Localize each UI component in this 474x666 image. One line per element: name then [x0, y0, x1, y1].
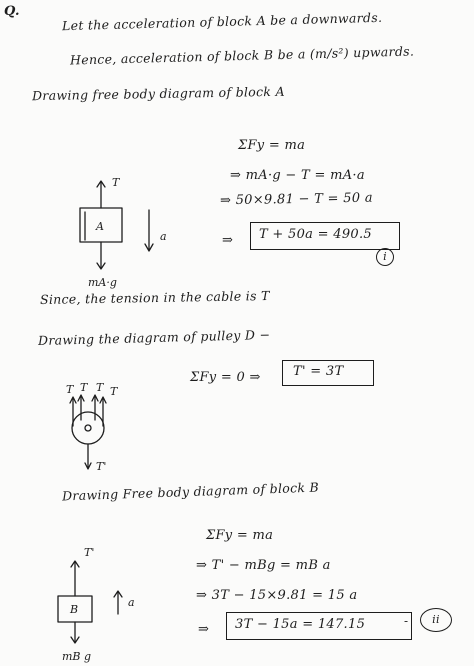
block-b-eq1: ΣFy = ma — [206, 528, 274, 543]
block-a-eq4-arrow: ⇒ — [222, 233, 234, 248]
block-b-eq3: ⇒ 3T − 15×9.81 = 15 a — [196, 588, 358, 603]
equation-tag-2: ii — [420, 608, 452, 632]
block-b-weight: mB g — [62, 650, 92, 663]
pulley-eq1: ΣFy = 0 ⇒ — [190, 370, 261, 385]
block-a-accel: a — [160, 230, 167, 243]
block-a-eq4: T + 50a = 490.5 — [259, 227, 372, 242]
block-a-label: A — [96, 220, 104, 233]
block-a-eq3: ⇒ 50×9.81 − T = 50 a — [219, 190, 373, 209]
block-b-diagram — [58, 546, 135, 663]
pulley-text-1: Since, the tension in the cable is T — [39, 287, 270, 308]
pulley-eq1-box: T' = 3T — [293, 364, 344, 379]
intro-line-1: Let the acceleration of block A be a downwards. — [61, 9, 383, 34]
block-b-eq4: 3T − 15a = 147.15 — [235, 617, 366, 632]
block-b-eq4-arrow: ⇒ — [198, 622, 210, 637]
block-a-eq2: ⇒ mA·g − T = mA·a — [230, 168, 365, 183]
pulley-wheel — [72, 412, 104, 444]
block-a-tension: T — [112, 176, 120, 189]
pulley-bottom-label: T' — [96, 460, 107, 473]
pulley-t4: T — [110, 385, 118, 398]
question-marker: Q. — [4, 4, 20, 19]
block-a-eq1: ΣFy = ma — [238, 138, 306, 153]
block-b-eq2: ⇒ T' − mBg = mB a — [196, 558, 331, 573]
heading-block-b: Drawing Free body diagram of block B — [61, 479, 320, 504]
heading-block-a: Drawing free body diagram of block A — [31, 83, 285, 104]
block-a-weight: mA·g — [88, 276, 117, 289]
pulley-diagram — [66, 381, 119, 473]
intro-line-2: Hence, acceleration of block B be a (m/s²) upwards. — [69, 43, 415, 68]
pulley-text-2: Drawing the diagram of pulley D − — [37, 326, 271, 349]
pulley-t1: T — [66, 383, 74, 396]
block-a-diagram — [80, 176, 167, 289]
block-b-tension: T' — [84, 546, 95, 559]
pulley-hub — [85, 425, 91, 431]
tag-dash: - — [404, 614, 409, 628]
block-b-label: B — [70, 603, 79, 616]
pulley-t2: T — [80, 381, 88, 394]
block-b-accel: a — [128, 596, 135, 609]
pulley-t3: T — [96, 381, 104, 394]
equation-tag-1: i — [376, 248, 394, 266]
